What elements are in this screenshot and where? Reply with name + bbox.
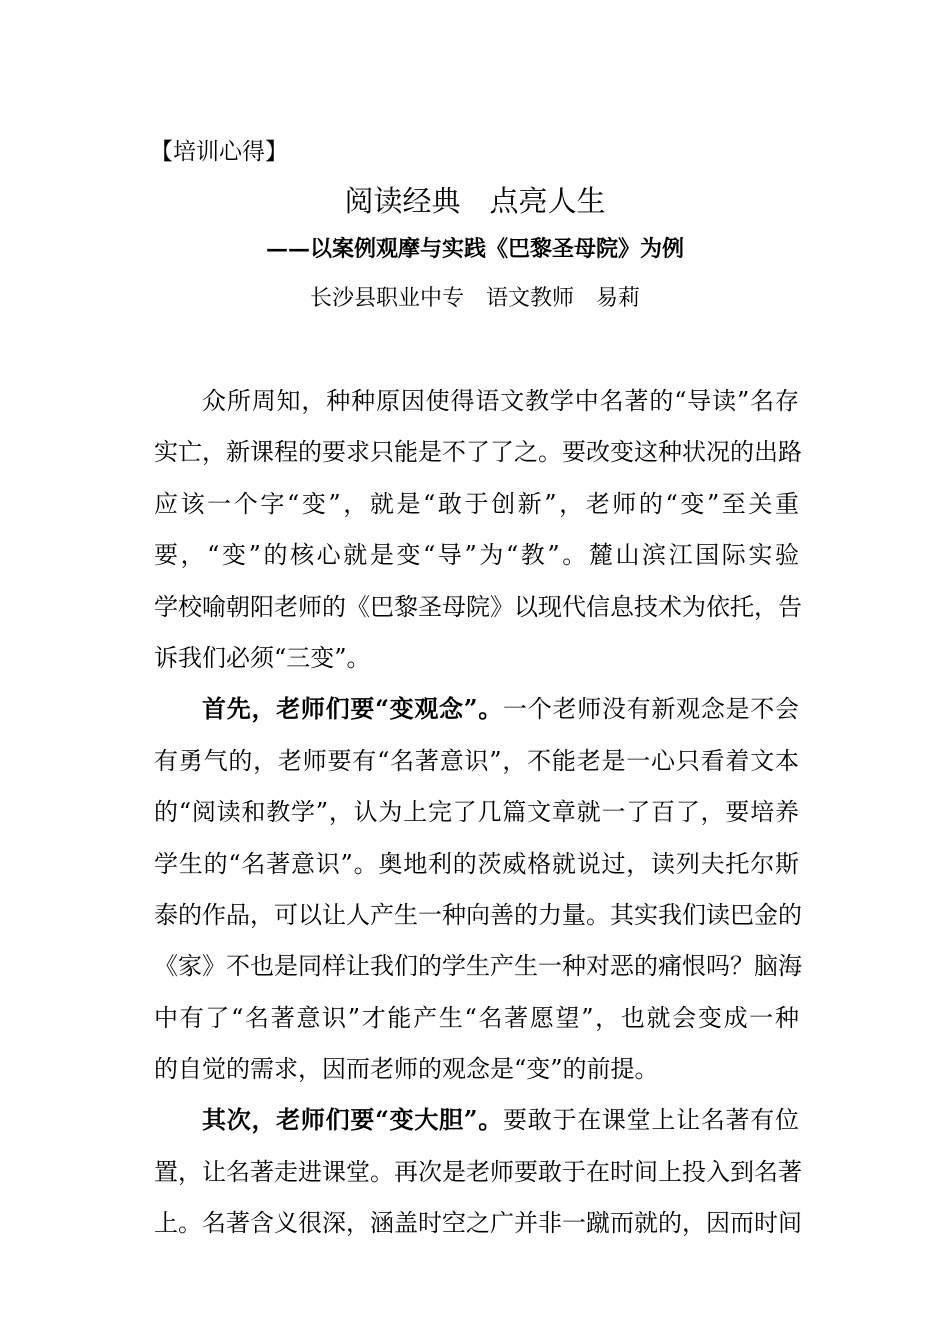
paragraph-2-line: 学生的“名著意识”。奥地利的茨威格就说过，读列夫托尔斯 [154, 849, 799, 878]
paragraph-1-line: 要，“变”的核心就是变“导”为“教”。麓山滨江国际实验 [154, 541, 799, 570]
paragraph-2-line: 泰的作品，可以让人产生一种向善的力量。其实我们读巴金的 [154, 900, 802, 929]
document-subtitle: ——以案例观摩与实践《巴黎圣母院》为例 [265, 236, 684, 262]
paragraph-3-line: 上。名著含义很深，涵盖时空之广并非一蹴而就的，因而时间 [154, 1209, 802, 1238]
paragraph-2-line: 的自觉的需求，因而老师的观念是“变”的前提。 [154, 1055, 659, 1084]
paragraph-1-line: 应该一个字“变”，就是“敢于创新”，老师的“变”至关重 [154, 489, 799, 518]
paragraph-3-line: 其次，老师们要“变大胆”。要敢于在课堂上让名著有位 [202, 1105, 800, 1135]
paragraph-2-lead: 首先，老师们要“变观念”。 [202, 694, 504, 724]
paragraph-1-line: 学校喻朝阳老师的《巴黎圣母院》以现代信息技术为依托，告 [154, 592, 802, 621]
paragraph-1-line: 众所周知，种种原因使得语文教学中名著的“导读”名存 [202, 387, 799, 415]
paragraph-1-line: 诉我们必须“三变”。 [154, 643, 371, 672]
paragraph-1-line: 实亡，新课程的要求只能是不了了之。要改变这种状况的出路 [154, 438, 802, 467]
body-text [154, 379, 802, 1253]
paragraph-2-line: 《家》不也是同样让我们的学生产生一种对恶的痛恨吗？脑海 [154, 952, 802, 981]
paragraph-3-lead: 其次，老师们要“变大胆”。 [202, 1105, 504, 1135]
paragraph-2-line: 有勇气的，老师要有“名著意识”，不能老是一心只看着文本 [154, 746, 799, 775]
author-line: 长沙县职业中专 语文教师 易莉 [309, 286, 640, 311]
paragraph-2-line: 首先，老师们要“变观念”。一个老师没有新观念是不会 [202, 694, 800, 724]
document-title: 阅读经典 点亮人生 [344, 184, 606, 218]
section-tag: 【培训心得】 [150, 139, 288, 165]
paragraph-2-line: 中有了“名著意识”才能产生“名著愿望”，也就会变成一种 [154, 1003, 799, 1032]
paragraph-3-line: 置，让名著走进课堂。再次是老师要敢于在时间上投入到名著 [154, 1157, 802, 1186]
paragraph-2-line: 的“阅读和教学”，认为上完了几篇文章就一了百了，要培养 [154, 798, 799, 827]
